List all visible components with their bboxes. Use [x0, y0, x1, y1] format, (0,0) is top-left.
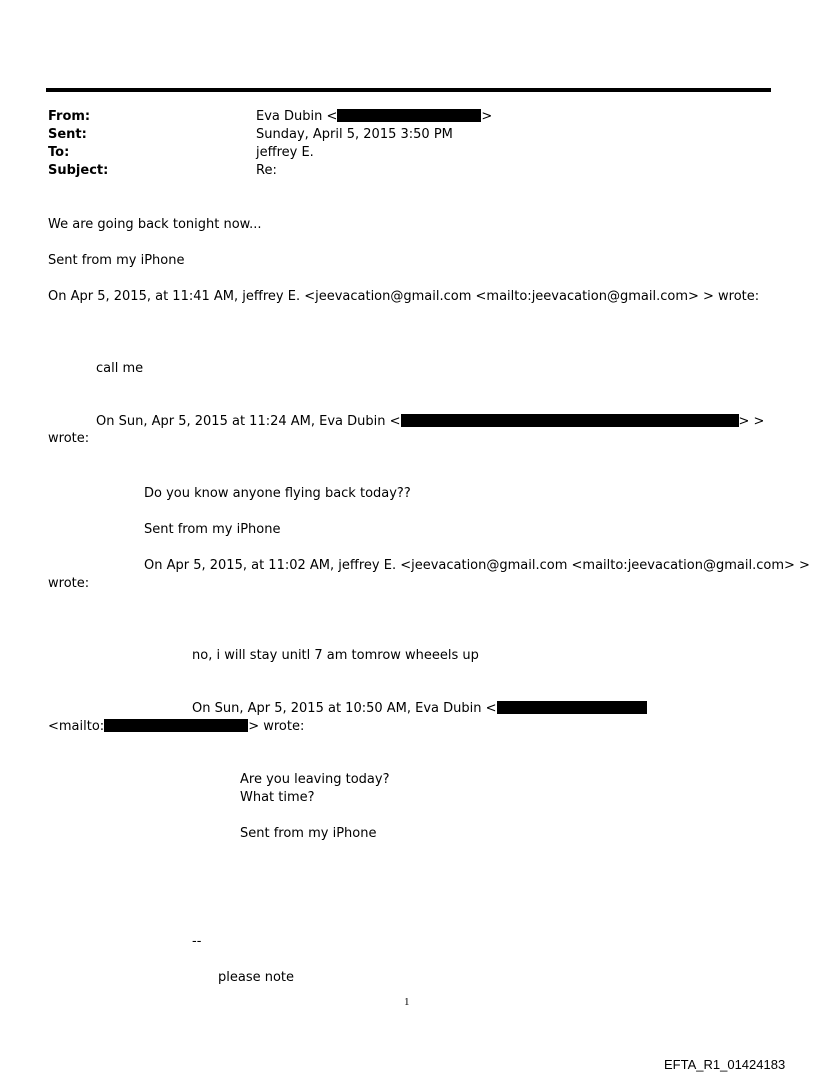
quote3-attribution: [192, 701, 647, 717]
page-number: 1: [404, 996, 410, 1008]
redaction-bar: [337, 109, 481, 122]
signature-note: please note: [218, 970, 295, 985]
quote1-attr-end: > >: [738, 414, 765, 429]
quote3-mailto: [48, 719, 304, 735]
quote3-attr-text: On Sun, Apr 5, 2015 at 10:50 AM, Eva Dubin <: [192, 701, 497, 716]
from-label: From:: [48, 109, 91, 124]
quote1-attribution: [96, 414, 764, 430]
quote2-text-1: Do you know anyone flying back today??: [144, 486, 411, 501]
sent-label: Sent:: [48, 127, 87, 142]
header-rule: [46, 88, 771, 92]
signature-dash: --: [192, 934, 202, 949]
quote2-wrote: wrote:: [48, 576, 90, 591]
to-value: jeffrey E.: [256, 145, 314, 160]
quote1-text: call me: [96, 361, 144, 376]
sent-value: Sunday, April 5, 2015 3:50 PM: [256, 127, 453, 142]
to-label: To:: [48, 145, 70, 160]
quote3-mailto-text: <mailto:: [48, 719, 105, 734]
from-value: [256, 109, 492, 125]
quote4-text-3: Sent from my iPhone: [240, 826, 377, 841]
quote2-text-2: Sent from my iPhone: [144, 522, 281, 537]
quote4-text-2: What time?: [240, 790, 315, 805]
document-id: EFTA_R1_01424183: [664, 1057, 786, 1072]
body-line-2: Sent from my iPhone: [48, 253, 185, 268]
redaction-bar: [401, 414, 739, 427]
redaction-bar: [104, 719, 248, 732]
quote3-text: no, i will stay unitl 7 am tomrow wheeels up: [192, 648, 479, 663]
body-line-1: We are going back tonight now...: [48, 217, 262, 232]
from-name: Eva Dubin <: [256, 109, 338, 124]
quote1-attr-text: On Sun, Apr 5, 2015 at 11:24 AM, Eva Dubin <: [96, 414, 401, 429]
quote1-wrote: wrote:: [48, 431, 90, 446]
quote3-wrote: > wrote:: [248, 719, 305, 734]
from-end: >: [481, 109, 493, 124]
redaction-bar: [497, 701, 647, 714]
quote2-attribution: On Apr 5, 2015, at 11:02 AM, jeffrey E. <jeevacation@gmail.com <mailto:jeevacation@gmail.com> >: [144, 558, 810, 573]
body-line-3: On Apr 5, 2015, at 11:41 AM, jeffrey E. <jeevacation@gmail.com <mailto:jeevacation@gmail.com> > wrote:: [48, 289, 760, 304]
subject-value: Re:: [256, 163, 277, 178]
subject-label: Subject:: [48, 163, 109, 178]
quote4-text-1: Are you leaving today?: [240, 772, 390, 787]
